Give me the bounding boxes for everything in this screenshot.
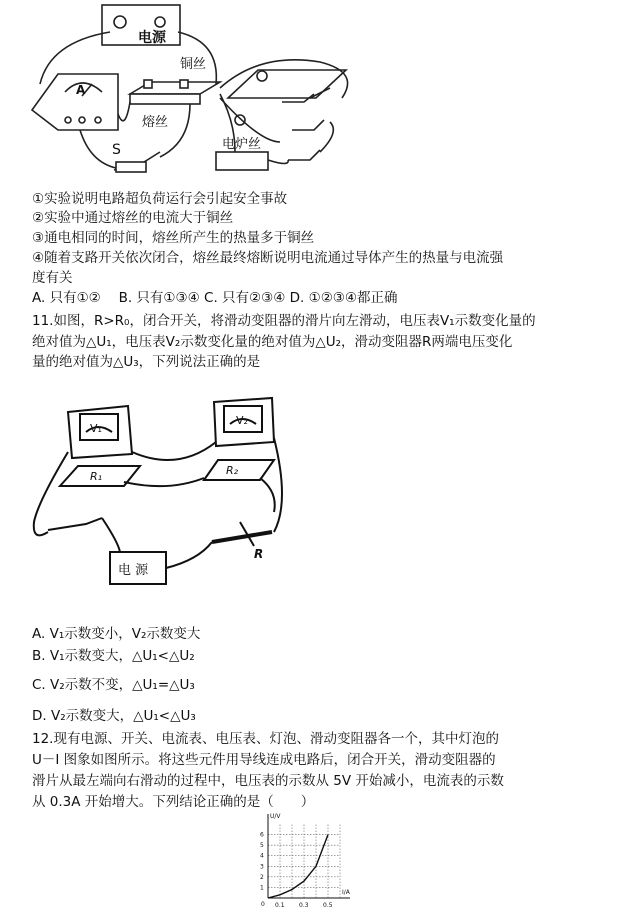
q11-option-c: C. V₂示数不变，△U₁=△U₃ [32,677,195,693]
u-i-graph [248,812,360,914]
y-axis-label: U/V [270,813,281,820]
q11-stem-line-1: 11.如图，R>R₀，闭合开关，将滑动变阻器的滑片向左滑动，电压表V₁示数变化量的 [32,313,536,329]
voltmeter-circuit-figure [28,392,298,602]
x-tick-label: 0.1 [275,902,285,909]
q12-stem-line-3: 滑片从最左端向右滑动的过程中，电压表的示数从 5V 开始减小，电流表的示数 [32,773,504,789]
y-tick-label: 4 [260,852,264,860]
x-axis-label: I/A [342,889,350,896]
r-label: R [254,547,264,561]
statement-1: ①实验说明电路超负荷运行会引起安全事故 [32,191,288,207]
fuse-experiment-figure [20,2,365,187]
statement-2: ②实验中通过熔丝的电流大于铜丝 [32,210,234,226]
q11-option-d: D. V₂示数变大，△U₁<△U₃ [32,708,196,724]
y-tick-label: 1 [260,884,264,892]
y-tick-label: 3 [260,863,264,871]
power-supply-label: 电 源 [118,563,149,578]
q11-option-a: A. V₁示数变小，V₂示数变大 [32,626,201,642]
origin-label: 0 [261,901,265,908]
ammeter-body [32,74,118,130]
heater-board [228,70,346,98]
q11-stem-line-2: 绝对值为△U₁，电压表V₂示数变化量的绝对值为△U₂，滑动变阻器R两端电压变化 [32,334,513,350]
power-label: 电源 [138,30,166,46]
rheostat-r [212,532,272,542]
circuit-switch [48,518,102,530]
q11-option-b: B. V₁示数变大，△U₁<△U₂ [32,648,195,664]
x-tick-label: 0.3 [299,902,309,909]
q12-stem-line-1: 12.现有电源、开关、电流表、电压表、灯泡、滑动变阻器各一个，其中灯泡的 [32,731,499,747]
fuse-label: 熔丝 [142,115,169,130]
r1-label: R₁ [90,470,103,483]
heater-label: 电炉丝 [222,137,262,152]
q11-stem-line-3: 量的绝对值为△U₃，下列说法正确的是 [32,354,261,370]
ammeter-label: A [76,83,86,97]
statement-3: ③通电相同的时间，熔丝所产生的热量多于铜丝 [32,230,315,246]
y-tick-label: 2 [260,873,264,881]
statement-4-line-2: 度有关 [32,270,73,286]
y-tick-label: 6 [260,831,264,839]
q10-options: A. 只有①② B. 只有①③④ C. 只有②③④ D. ①②③④都正确 [32,290,398,306]
r2-label: R₂ [226,464,239,477]
q12-stem-line-2: U－I 图象如图所示。将这些元件用导线连成电路后，闭合开关，滑动变阻器的 [32,752,496,768]
switch-label: S [112,142,121,158]
statement-4-line-1: ④随着支路开关依次闭合，熔丝最终熔断说明电流通过导体产生的热量与电流强 [32,250,504,266]
resistor-r2 [204,460,274,480]
y-tick-label: 5 [260,842,264,850]
q12-stem-line-4: 从 0.3A 开始增大。下列结论正确的是（ ） [32,794,315,810]
v1-label: V₁ [90,422,102,435]
heater [216,152,268,170]
v2-label: V₂ [236,414,248,427]
x-tick-label: 0.5 [323,902,333,909]
copper-label: 铜丝 [180,57,207,72]
